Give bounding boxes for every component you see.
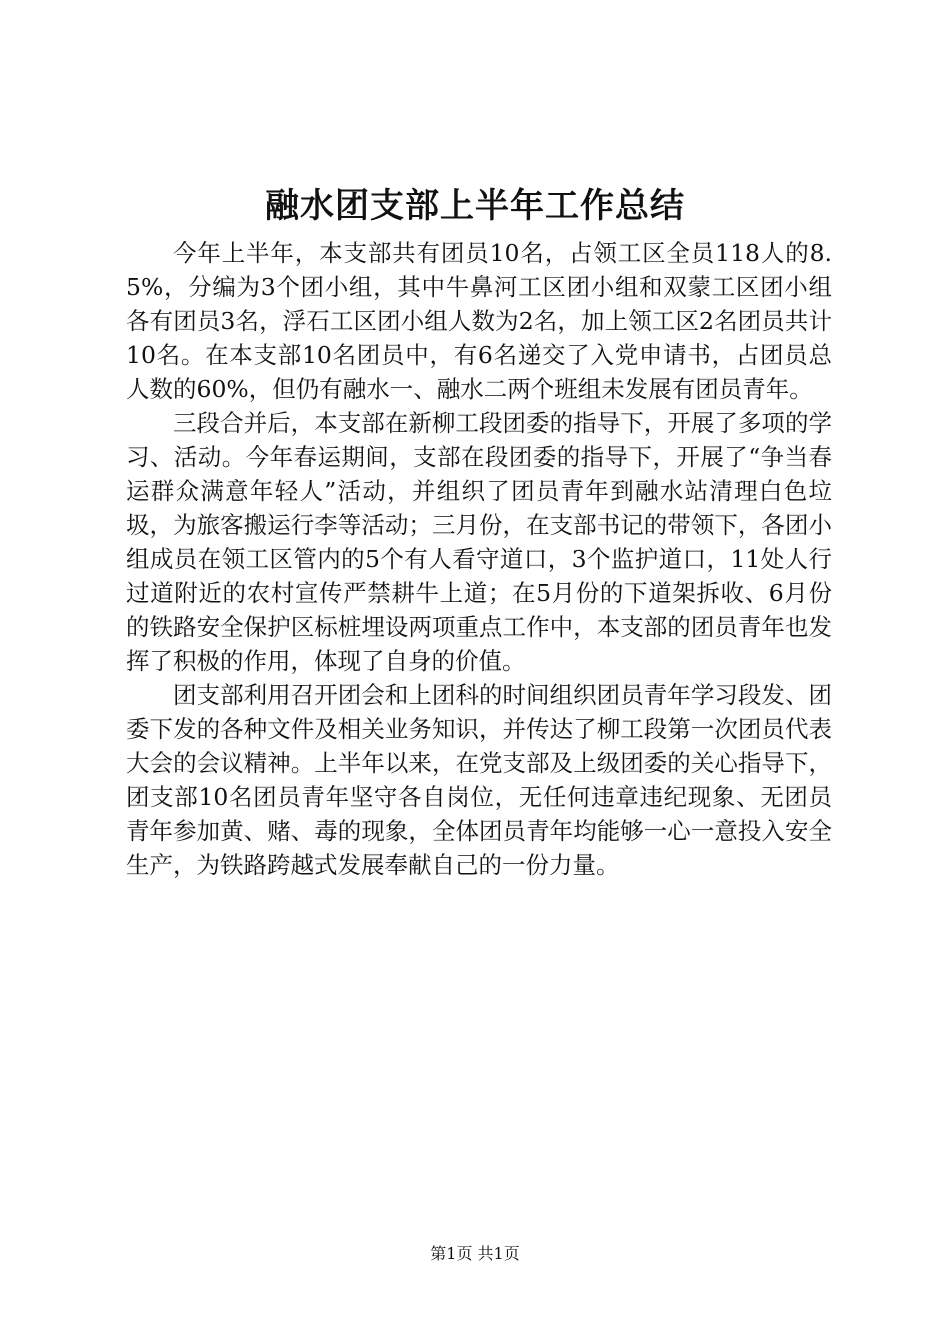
document-body bbox=[126, 236, 832, 882]
paragraph-3: 团支部利用召开团会和上团科的时间组织团员青年学习段发、团委下发的各种文件及相关业务知识，并传达了柳工段第一次团员代表大会的会议精神。上半年以来，在党支部及上级团委的关心指导下，团支部10名团员青年坚守各自岗位，无任何违章违纪现象、无团员青年参加黄、赌、毒的现象，全体团员青年均能够一心一意投入安全生产，为铁路跨越式发展奉献自己的一份力量。 bbox=[126, 681, 832, 879]
document-title: 融水团支部上半年工作总结 bbox=[265, 186, 685, 226]
paragraph-2: 三段合并后，本支部在新柳工段团委的指导下，开展了多项的学习、活动。今年春运期间，支部在段团委的指导下，开展了“争当春运群众满意年轻人”活动，并组织了团员青年到融水站清理白色垃圾，为旅客搬运行李等活动；三月份，在支部书记的带领下，各团小组成员在领工区管内的5个有人看守道口，3个监护道口，11处人行过道附近的农村宣传严禁耕牛上道；在5月份的下道架拆收、6月份的铁路安全保护区标桩埋设两项重点工作中，本支部的团员青年也发挥了积极的作用，体现了自身的价值。 bbox=[126, 409, 832, 675]
paragraph-1: 今年上半年，本支部共有团员10名，占领工区全员118人的8.5%，分编为3个团小组，其中牛鼻河工区团小组和双蒙工区团小组各有团员3名，浮石工区团小组人数为2名，加上领工区2名团员共计10名。在本支部10名团员中，有6名递交了入党申请书，占团员总人数的60%，但仍有融水一、融水二两个班组未发展有团员青年。 bbox=[126, 239, 832, 403]
page-footer: 第1页 共1页 bbox=[430, 1244, 520, 1263]
